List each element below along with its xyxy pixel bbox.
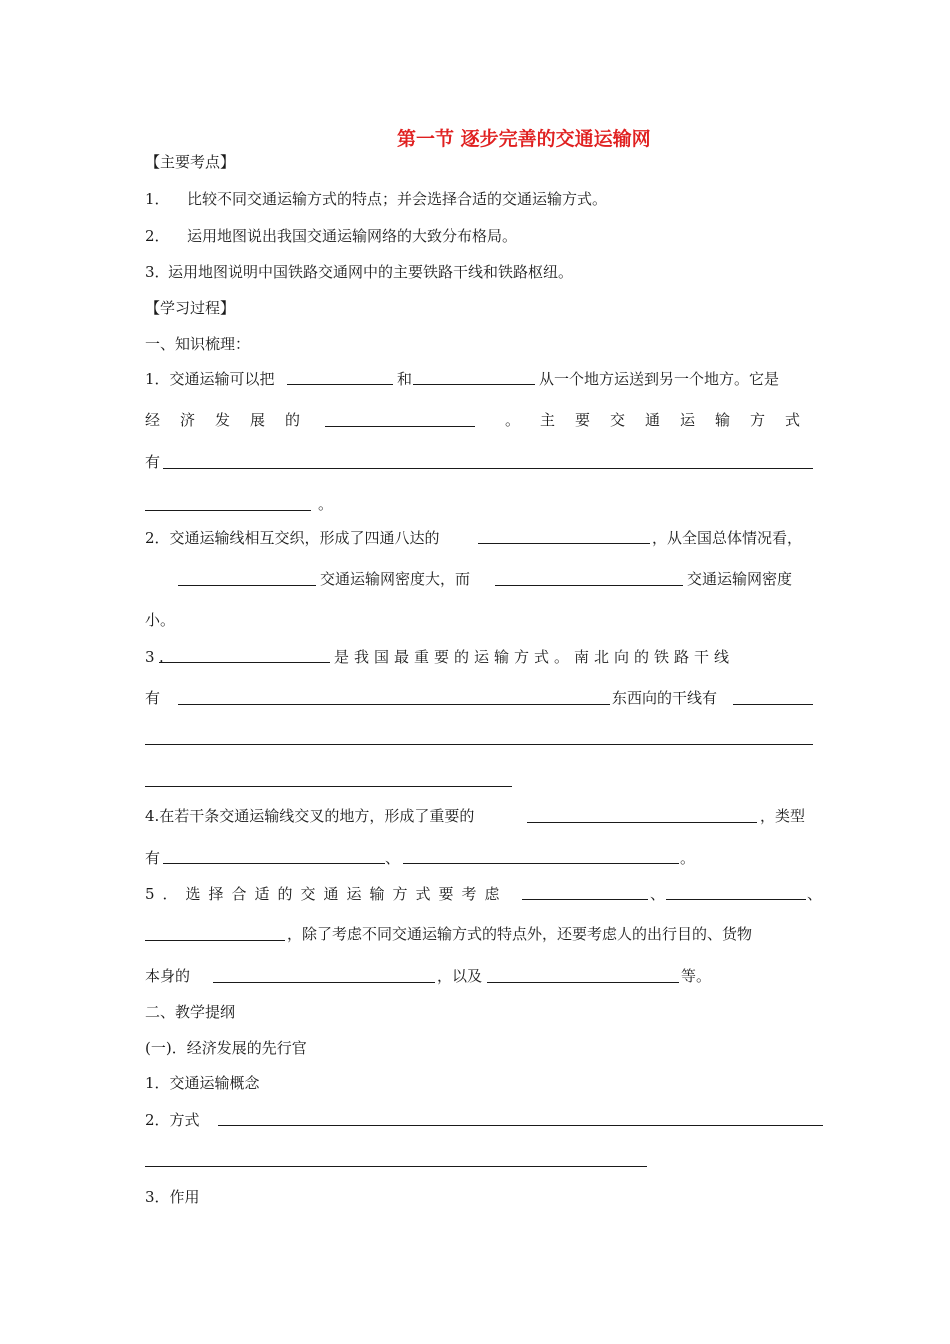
key-point-text: 运用地图说明中国铁路交通网中的主要铁路干线和铁路枢纽。 bbox=[168, 263, 574, 281]
q2-text: 小。 bbox=[145, 611, 176, 629]
q4-text: 、 bbox=[385, 849, 401, 867]
q5-text: 等。 bbox=[681, 967, 712, 985]
blank-line[interactable] bbox=[178, 704, 610, 705]
outline-subheading: (一)．经济发展的先行官 bbox=[145, 1039, 307, 1057]
q2-text: 2．交通运输线相互交织，形成了四通八达的 bbox=[145, 529, 440, 547]
key-point-text: 比较不同交通运输方式的特点；并会选择合适的交通运输方式。 bbox=[187, 190, 608, 208]
q3-text: . bbox=[159, 648, 164, 666]
blank-line[interactable] bbox=[145, 1166, 647, 1167]
blank-line[interactable] bbox=[163, 863, 385, 864]
q3-text: 东西向的干线有 bbox=[612, 689, 718, 707]
q5-text: 、 bbox=[807, 885, 823, 903]
blank-line[interactable] bbox=[413, 384, 535, 385]
blank-line[interactable] bbox=[487, 982, 679, 983]
blank-line[interactable] bbox=[478, 543, 650, 544]
blank-line[interactable] bbox=[178, 585, 316, 586]
blank-line[interactable] bbox=[287, 384, 393, 385]
q3-text: 是我国最重要的运输方式。南北向的铁路干线 bbox=[334, 648, 735, 666]
outline-header: 二、教学提纲 bbox=[145, 1003, 236, 1021]
blank-line[interactable] bbox=[527, 822, 757, 823]
q1-text: 。 bbox=[318, 495, 334, 513]
q1-text: 经济发展的 bbox=[145, 411, 321, 429]
process-header: 【学习过程】 bbox=[145, 299, 236, 317]
blank-line[interactable] bbox=[163, 468, 813, 469]
q3-text: 有 bbox=[145, 689, 161, 707]
q4-text: 有 bbox=[145, 849, 161, 867]
q1-text: 1．交通运输可以把 bbox=[145, 370, 275, 388]
blank-line[interactable] bbox=[733, 704, 813, 705]
key-point-text: 运用地图说出我国交通运输网络的大致分布格局。 bbox=[187, 227, 518, 245]
q1-text: 和 bbox=[397, 370, 413, 388]
blank-line[interactable] bbox=[145, 940, 285, 941]
q1-text: 。主要交通运输方式 bbox=[505, 411, 821, 429]
q5-text: 、 bbox=[650, 885, 666, 903]
key-point-number: 2． bbox=[145, 227, 170, 245]
blank-line[interactable] bbox=[145, 786, 512, 787]
knowledge-heading: 一、知识梳理： bbox=[145, 335, 251, 353]
q1-text: 从一个地方运送到另一个地方。它是 bbox=[539, 370, 780, 388]
outline-item: 1．交通运输概念 bbox=[145, 1074, 260, 1092]
blank-line[interactable] bbox=[522, 899, 648, 900]
q3-number: 3 bbox=[145, 648, 155, 666]
blank-line[interactable] bbox=[159, 662, 330, 663]
q4-text: ，类型 bbox=[760, 807, 806, 825]
blank-line[interactable] bbox=[666, 899, 806, 900]
q5-text: 本身的 bbox=[145, 967, 191, 985]
page-title: 第一节 逐步完善的交通运输网 bbox=[397, 128, 651, 150]
q2-text: ，从全国总体情况看， bbox=[652, 529, 803, 547]
q1-text: 有 bbox=[145, 453, 161, 471]
blank-line[interactable] bbox=[495, 585, 683, 586]
q4-text: 。 bbox=[680, 849, 696, 867]
q5-text: ，除了考虑不同交通运输方式的特点外，还要考虑人的出行目的、货物 bbox=[287, 925, 753, 943]
key-point-number: 3． bbox=[145, 263, 170, 281]
blank-line[interactable] bbox=[145, 744, 813, 745]
q5-text: 5．选择合适的交通运输方式要考虑 bbox=[145, 885, 508, 903]
blank-line[interactable] bbox=[145, 510, 311, 511]
q4-text: 4.在若干条交通运输线交叉的地方，形成了重要的 bbox=[145, 807, 475, 825]
key-points-header: 【主要考点】 bbox=[145, 153, 236, 171]
blank-line[interactable] bbox=[403, 863, 679, 864]
q5-text: ，以及 bbox=[437, 967, 483, 985]
blank-line[interactable] bbox=[218, 1125, 823, 1126]
blank-line[interactable] bbox=[213, 982, 435, 983]
outline-item: 2．方式 bbox=[145, 1111, 200, 1129]
key-point-number: 1． bbox=[145, 190, 170, 208]
blank-line[interactable] bbox=[325, 426, 475, 427]
outline-item: 3．作用 bbox=[145, 1188, 200, 1206]
q2-text: 交通运输网密度大，而 bbox=[320, 570, 471, 588]
q2-text: 交通运输网密度 bbox=[687, 570, 793, 588]
